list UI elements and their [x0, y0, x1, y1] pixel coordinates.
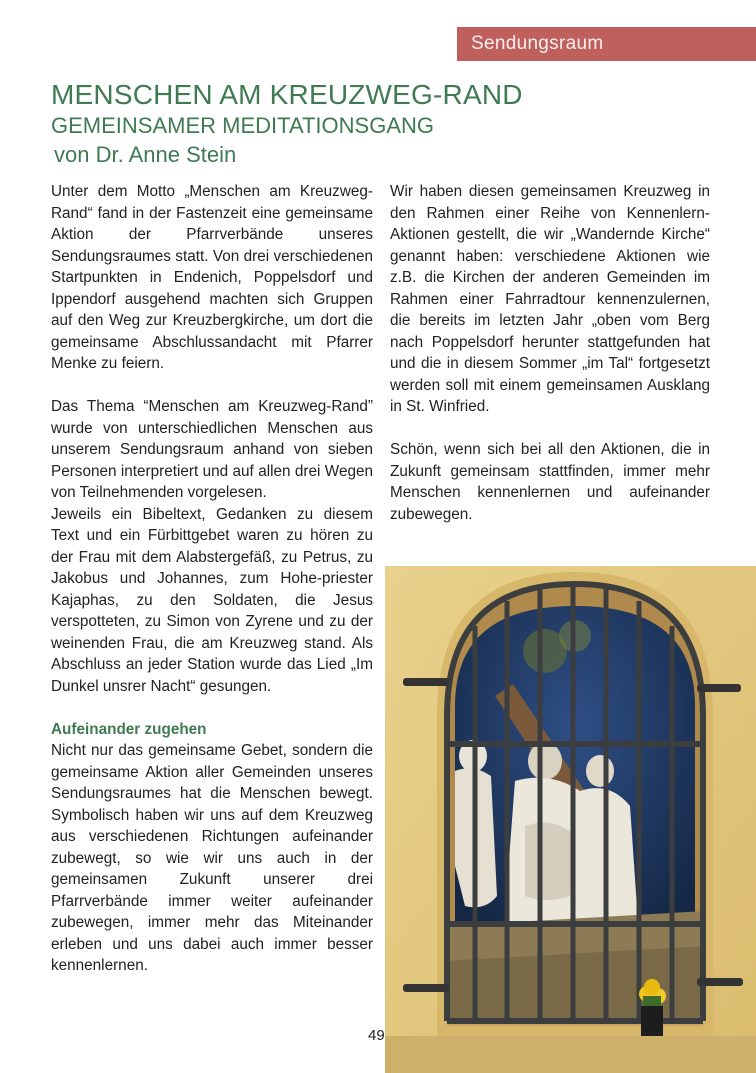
paragraph: Nicht nur das gemeinsame Gebet, sondern die gemeinsame Aktion aller Gemeinden unseres Sendungsraumes hat die Menschen bewegt. Symbolisch haben wir uns auf dem Kreuzweg aus verschiedenen Richtungen aufeinander zubewegt, so wie wir uns auch in der gemeinsamen Zukunft unserer drei Pfarrverbände immer weiter aufeinander zubewegen, immer mehr das Miteinander erleben und uns dabei auch immer besser kennenlernen. [51, 742, 373, 974]
article-author: von Dr. Anne Stein [54, 142, 237, 167]
paragraph: Schön, wenn sich bei all den Aktionen, die in Zukunft gemeinsam stattfinden, immer mehr Menschen kennenlernen und aufeinander zubewegen. [390, 441, 710, 523]
right-column [390, 181, 710, 525]
paragraph: Wir haben diesen gemeinsamen Kreuzweg in den Rahmen einer Reihe von Kennenlern-Aktionen gestellt, die wir „Wandernde Kirche“ genannt haben: verschiedene Aktionen wie z.B. die Kirchen der anderen Gemeinden im Rahmen einer Fahrradtour kennenzulernen, die bereits im letzten Jahr „oben vom Berg nach Poppelsdorf herunter stattgefunden hat und die in diesem Sommer „im Tal“ fortgesetzt werden soll mit einem gemeinsamen Ausklang in St. Winfried. [390, 183, 710, 415]
article-subtitle: GEMEINSAMER MEDITATIONSGANG [51, 113, 434, 138]
paragraph: Unter dem Motto „Menschen am Kreuzweg-Rand“ fand in der Fastenzeit eine gemeinsame Aktion der Pfarrverbände unseres Sendungsraumes statt. Von drei verschiedenen Startpunkten in Endenich, Poppelsdorf und Ippendorf ausgehend machten sich Gruppen auf den Weg zur Kreuzbergkirche, um dort die gemeinsame Abschlussandacht mit Pfarrer Menke zu feiern. [51, 183, 373, 372]
page-number: 49 [368, 1027, 385, 1044]
kreuzweg-station-photo [385, 566, 756, 1073]
paragraph: Jeweils ein Bibeltext, Gedanken zu diesem Text und ein Fürbittgebet waren zu hören zu der Frau mit dem Alabstergefäß, zu Petrus, zu Jakobus und Johannes, zum Hohe-priester Kajaphas, zu den Soldaten, die Jesus verspotteten, zu Simon von Zyrene und zu der weinenden Frau, die am Kreuzweg stand. Als Abschluss an jeder Station wurde das Lied „Im Dunkel unsrer Nacht“ gesungen. [51, 505, 373, 695]
section-tag: Sendungsraum [457, 27, 756, 61]
article-title: MENSCHEN AM KREUZWEG-RAND [51, 79, 523, 110]
paragraph: Das Thema “Menschen am Kreuzweg-Rand” wurde von unterschiedlichen Menschen aus unserem Sendungsraum anhand von sieben Personen interpretiert und auf allen drei Wegen von Teilnehmenden vorgelesen. [51, 398, 373, 501]
left-column [51, 181, 373, 977]
section-heading: Aufeinander zugehen [51, 720, 207, 738]
